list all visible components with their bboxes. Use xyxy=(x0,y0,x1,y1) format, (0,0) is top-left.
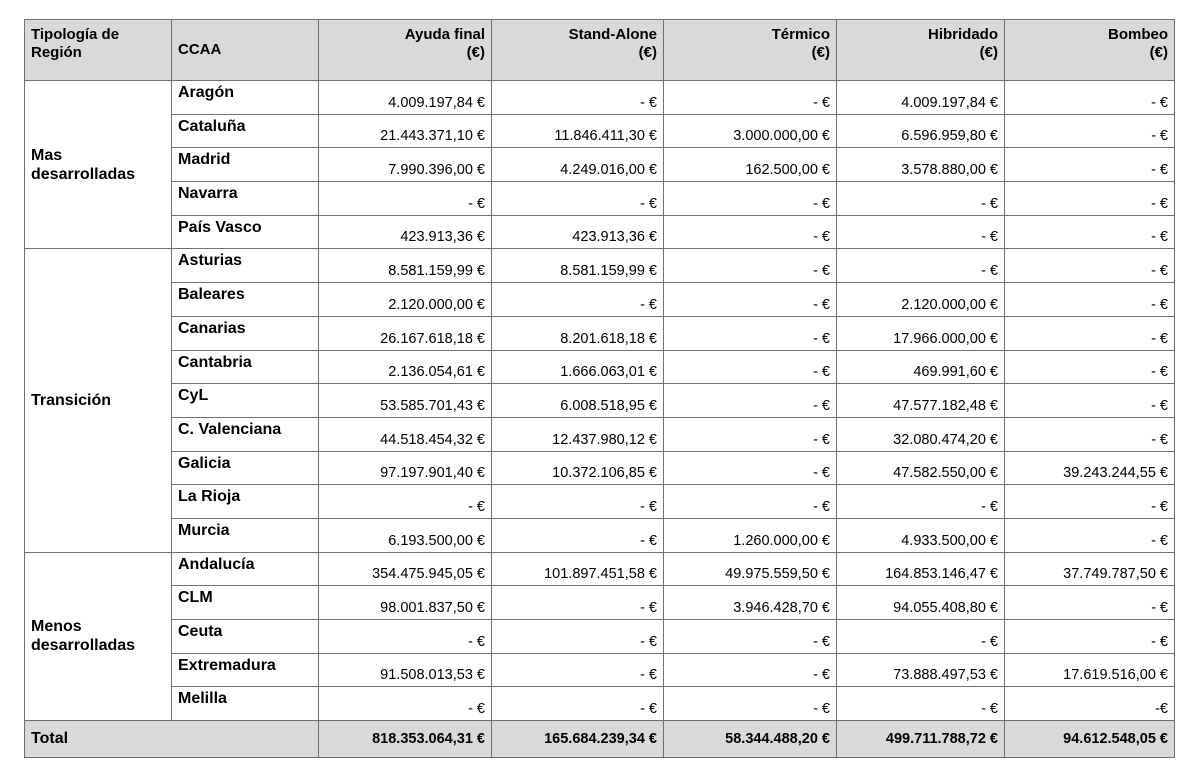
bombeo-cell: - € xyxy=(1005,586,1175,620)
bombeo-cell: -€ xyxy=(1005,687,1175,721)
bombeo-cell: - € xyxy=(1005,215,1175,249)
stand-alone-cell: - € xyxy=(492,518,664,552)
ayuda-final-cell: 97.197.901,40 € xyxy=(319,451,492,485)
hibridado-cell: 47.577.182,48 € xyxy=(837,384,1005,418)
total-row xyxy=(25,721,1175,758)
termico-cell: - € xyxy=(664,384,837,418)
stand-alone-cell: 8.581.159,99 € xyxy=(492,249,664,283)
table-row xyxy=(25,451,1175,485)
bombeo-cell: 37.749.787,50 € xyxy=(1005,552,1175,586)
bombeo-cell: - € xyxy=(1005,485,1175,519)
stand-alone-cell: - € xyxy=(492,687,664,721)
total-hibridado: 499.711.788,72 € xyxy=(837,721,1005,758)
ccaa-cell: Cantabria xyxy=(172,350,319,384)
ccaa-cell: Asturias xyxy=(172,249,319,283)
termico-cell: - € xyxy=(664,653,837,687)
stand-alone-cell: 4.249.016,00 € xyxy=(492,148,664,182)
hibridado-cell: 4.009.197,84 € xyxy=(837,81,1005,115)
region-cell: Mas desarrolladas xyxy=(25,81,172,249)
bombeo-cell: - € xyxy=(1005,249,1175,283)
bombeo-cell: - € xyxy=(1005,283,1175,317)
header-unit: (€) xyxy=(811,44,830,61)
bombeo-cell: - € xyxy=(1005,620,1175,654)
ayuda-final-cell: 26.167.618,18 € xyxy=(319,316,492,350)
ayuda-final-cell: 8.581.159,99 € xyxy=(319,249,492,283)
table-row xyxy=(25,384,1175,418)
ccaa-cell: Melilla xyxy=(172,687,319,721)
stand-alone-cell: 11.846.411,30 € xyxy=(492,114,664,148)
table-row xyxy=(25,350,1175,384)
stand-alone-cell: - € xyxy=(492,653,664,687)
ccaa-cell: Madrid xyxy=(172,148,319,182)
header-unit: (€) xyxy=(1149,44,1168,61)
bombeo-cell: 17.619.516,00 € xyxy=(1005,653,1175,687)
termico-cell: 3.946.428,70 € xyxy=(664,586,837,620)
header-unit: (€) xyxy=(466,44,485,61)
bombeo-cell: - € xyxy=(1005,518,1175,552)
hibridado-cell: 469.991,60 € xyxy=(837,350,1005,384)
stand-alone-cell: 101.897.451,58 € xyxy=(492,552,664,586)
ccaa-cell: Galicia xyxy=(172,451,319,485)
stand-alone-cell: - € xyxy=(492,283,664,317)
header-stand-alone-label: Stand-Alone xyxy=(568,26,657,43)
ccaa-cell: Baleares xyxy=(172,283,319,317)
hibridado-cell: - € xyxy=(837,182,1005,216)
hibridado-cell: 2.120.000,00 € xyxy=(837,283,1005,317)
total-ayuda-final: 818.353.064,31 € xyxy=(319,721,492,758)
ayuda-final-cell: - € xyxy=(319,182,492,216)
header-bombeo xyxy=(1005,20,1175,81)
total-bombeo: 94.612.548,05 € xyxy=(1005,721,1175,758)
ayuda-final-cell: 2.120.000,00 € xyxy=(319,283,492,317)
termico-cell: 1.260.000,00 € xyxy=(664,518,837,552)
bombeo-cell: - € xyxy=(1005,81,1175,115)
stand-alone-cell: - € xyxy=(492,586,664,620)
table-row xyxy=(25,586,1175,620)
table-row xyxy=(25,485,1175,519)
termico-cell: - € xyxy=(664,451,837,485)
header-ayuda-final xyxy=(319,20,492,81)
header-stand-alone xyxy=(492,20,664,81)
ccaa-cell: Cataluña xyxy=(172,114,319,148)
stand-alone-cell: 423.913,36 € xyxy=(492,215,664,249)
ayuda-final-cell: 53.585.701,43 € xyxy=(319,384,492,418)
table-row xyxy=(25,148,1175,182)
termico-cell: - € xyxy=(664,687,837,721)
ayuda-final-cell: - € xyxy=(319,620,492,654)
hibridado-cell: - € xyxy=(837,485,1005,519)
header-unit: (€) xyxy=(638,44,657,61)
ccaa-cell: Extremadura xyxy=(172,653,319,687)
stand-alone-cell: 6.008.518,95 € xyxy=(492,384,664,418)
bombeo-cell: - € xyxy=(1005,417,1175,451)
table-row xyxy=(25,620,1175,654)
ayuda-final-cell: - € xyxy=(319,485,492,519)
hibridado-cell: - € xyxy=(837,249,1005,283)
termico-cell: - € xyxy=(664,283,837,317)
header-region: Tipología de Región xyxy=(25,20,172,81)
ayuda-final-cell: 6.193.500,00 € xyxy=(319,518,492,552)
termico-cell: - € xyxy=(664,417,837,451)
ayuda-final-cell: 91.508.013,53 € xyxy=(319,653,492,687)
termico-cell: 162.500,00 € xyxy=(664,148,837,182)
table-row xyxy=(25,215,1175,249)
ccaa-cell: Ceuta xyxy=(172,620,319,654)
total-termico: 58.344.488,20 € xyxy=(664,721,837,758)
ccaa-cell: CyL xyxy=(172,384,319,418)
hibridado-cell: 3.578.880,00 € xyxy=(837,148,1005,182)
termico-cell: 49.975.559,50 € xyxy=(664,552,837,586)
hibridado-cell: 6.596.959,80 € xyxy=(837,114,1005,148)
ayuda-final-cell: 98.001.837,50 € xyxy=(319,586,492,620)
ccaa-cell: CLM xyxy=(172,586,319,620)
ayuda-final-cell: - € xyxy=(319,687,492,721)
ccaa-cell: C. Valenciana xyxy=(172,417,319,451)
termico-cell: - € xyxy=(664,215,837,249)
bombeo-cell: - € xyxy=(1005,148,1175,182)
hibridado-cell: 73.888.497,53 € xyxy=(837,653,1005,687)
header-hibridado-label: Hibridado xyxy=(928,26,998,43)
stand-alone-cell: - € xyxy=(492,620,664,654)
bombeo-cell: 39.243.244,55 € xyxy=(1005,451,1175,485)
table-row xyxy=(25,249,1175,283)
stand-alone-cell: 12.437.980,12 € xyxy=(492,417,664,451)
region-cell: Transición xyxy=(25,249,172,552)
header-hibridado xyxy=(837,20,1005,81)
table-row xyxy=(25,182,1175,216)
hibridado-cell: 47.582.550,00 € xyxy=(837,451,1005,485)
ayuda-final-cell: 21.443.371,10 € xyxy=(319,114,492,148)
ayuda-final-cell: 4.009.197,84 € xyxy=(319,81,492,115)
stand-alone-cell: 8.201.618,18 € xyxy=(492,316,664,350)
total-label: Total xyxy=(25,721,319,758)
ayuda-final-cell: 423.913,36 € xyxy=(319,215,492,249)
stand-alone-cell: - € xyxy=(492,81,664,115)
stand-alone-cell: - € xyxy=(492,182,664,216)
header-termico-label: Térmico xyxy=(771,26,830,43)
region-cell: Menos desarrolladas xyxy=(25,552,172,720)
ayuda-final-cell: 7.990.396,00 € xyxy=(319,148,492,182)
ccaa-cell: Navarra xyxy=(172,182,319,216)
termico-cell: - € xyxy=(664,485,837,519)
hibridado-cell: - € xyxy=(837,687,1005,721)
termico-cell: 3.000.000,00 € xyxy=(664,114,837,148)
stand-alone-cell: 10.372.106,85 € xyxy=(492,451,664,485)
table-row xyxy=(25,552,1175,586)
termico-cell: - € xyxy=(664,81,837,115)
hibridado-cell: - € xyxy=(837,620,1005,654)
total-stand-alone: 165.684.239,34 € xyxy=(492,721,664,758)
header-unit: (€) xyxy=(979,44,998,61)
ccaa-cell: Murcia xyxy=(172,518,319,552)
ccaa-cell: Canarias xyxy=(172,316,319,350)
header-termico xyxy=(664,20,837,81)
header-ayuda-final-label: Ayuda final xyxy=(404,26,485,43)
bombeo-cell: - € xyxy=(1005,316,1175,350)
bombeo-cell: - € xyxy=(1005,350,1175,384)
hibridado-cell: - € xyxy=(837,215,1005,249)
termico-cell: - € xyxy=(664,350,837,384)
termico-cell: - € xyxy=(664,182,837,216)
table-row xyxy=(25,114,1175,148)
stand-alone-cell: 1.666.063,01 € xyxy=(492,350,664,384)
ayuda-final-cell: 2.136.054,61 € xyxy=(319,350,492,384)
hibridado-cell: 164.853.146,47 € xyxy=(837,552,1005,586)
table-row xyxy=(25,81,1175,115)
table-row xyxy=(25,316,1175,350)
stand-alone-cell: - € xyxy=(492,485,664,519)
table-row xyxy=(25,687,1175,721)
ccaa-cell: Andalucía xyxy=(172,552,319,586)
termico-cell: - € xyxy=(664,316,837,350)
header-row xyxy=(25,20,1175,81)
bombeo-cell: - € xyxy=(1005,384,1175,418)
table-row xyxy=(25,518,1175,552)
hibridado-cell: 4.933.500,00 € xyxy=(837,518,1005,552)
bombeo-cell: - € xyxy=(1005,182,1175,216)
table-row xyxy=(25,653,1175,687)
ccaa-cell: Aragón xyxy=(172,81,319,115)
hibridado-cell: 17.966.000,00 € xyxy=(837,316,1005,350)
header-ccaa: CCAA xyxy=(172,20,319,81)
ayuda-final-cell: 44.518.454,32 € xyxy=(319,417,492,451)
table-row xyxy=(25,417,1175,451)
header-bombeo-label: Bombeo xyxy=(1108,26,1168,43)
hibridado-cell: 32.080.474,20 € xyxy=(837,417,1005,451)
ccaa-cell: País Vasco xyxy=(172,215,319,249)
table-row xyxy=(25,283,1175,317)
termico-cell: - € xyxy=(664,249,837,283)
bombeo-cell: - € xyxy=(1005,114,1175,148)
ccaa-cell: La Rioja xyxy=(172,485,319,519)
hibridado-cell: 94.055.408,80 € xyxy=(837,586,1005,620)
ayuda-final-cell: 354.475.945,05 € xyxy=(319,552,492,586)
aid-distribution-table xyxy=(24,19,1175,758)
termico-cell: - € xyxy=(664,620,837,654)
